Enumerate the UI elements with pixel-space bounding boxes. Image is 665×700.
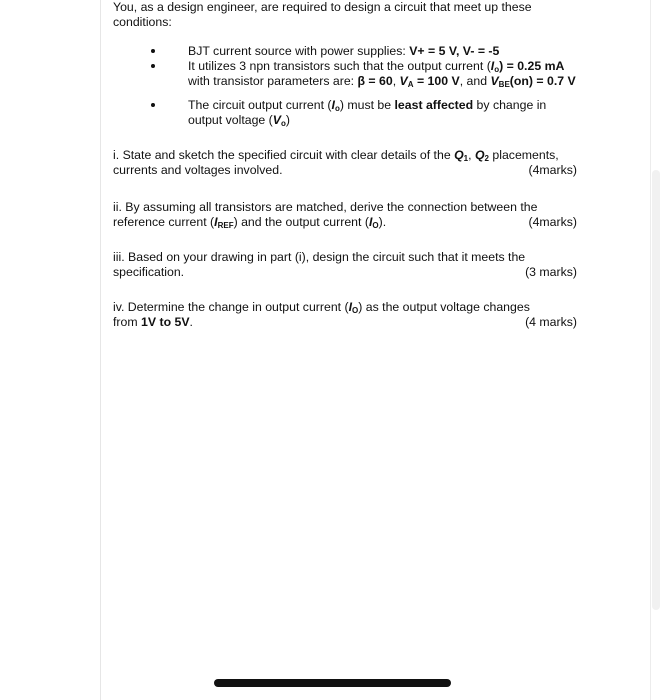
page-edge-right	[650, 0, 651, 700]
bullet-icon	[151, 103, 155, 107]
marks-label: (3 marks)	[525, 265, 577, 279]
intro-line-1: You, as a design engineer, are required to design a circuit that meet up these	[113, 0, 532, 14]
conditions-list	[113, 44, 583, 128]
question-3: iii. Based on your drawing in part (i), design the circuit such that it meets the specification. (3 marks)	[113, 250, 583, 280]
marks-label: (4marks)	[528, 215, 577, 229]
bullet-icon	[151, 64, 155, 68]
home-indicator[interactable]	[214, 679, 451, 687]
list-item: The circuit output current $(I_o)$ must be least affected by change in output voltage $(V_o)$	[113, 98, 583, 128]
marks-label: (4marks)	[528, 163, 577, 177]
question-1: i. State and sketch the specified circuit with clear details of the $Q_1$, $Q_2$ placements, currents and voltages involved. (4marks)	[113, 148, 583, 178]
intro-paragraph	[113, 0, 583, 30]
bullet-icon	[151, 49, 155, 53]
marks-label: (4 marks)	[525, 315, 577, 329]
question-2: ii. By assuming all transistors are matched, derive the connection between the reference current $(I_{REF})$ and the output current $(I_O)$. (4marks)	[113, 200, 583, 230]
list-item: BJT current source with power supplies: V+ = 5 V, V- = -5	[113, 44, 583, 59]
intro-line-2: conditions:	[113, 15, 172, 29]
page-edge-left	[100, 0, 101, 700]
scrollbar[interactable]	[652, 170, 660, 610]
document-body	[113, 0, 583, 330]
list-item: It utilizes 3 npn transistors such that the output current $(I_o) = 0.25$ mA with transistor parameters are: β = 60, $V_A = 100$ V, and $V_{BE}(on) = 0.7$ V	[113, 59, 583, 89]
question-4: iv. Determine the change in output current $(I_O)$ as the output voltage changes from 1V to 5V. (4 marks)	[113, 300, 583, 330]
